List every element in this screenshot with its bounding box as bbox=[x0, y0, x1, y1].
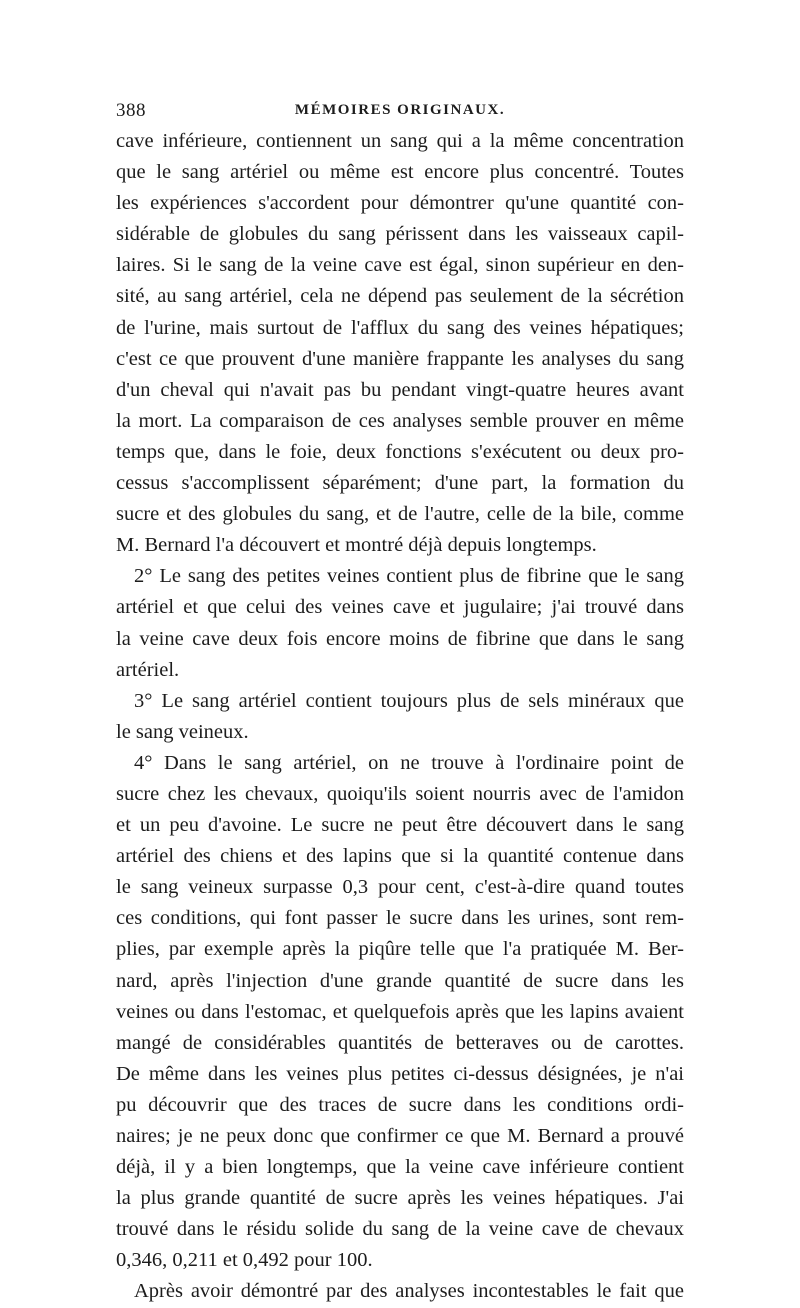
text-line: cave inférieure, contiennent un sang qui a la même concentration bbox=[116, 130, 684, 152]
text-line: naires; je ne peux donc que confirmer ce que M. Bernard a prouvé bbox=[116, 1125, 684, 1147]
text-line: de l'urine, mais surtout de l'afflux du sang des veines hépatiques; bbox=[116, 316, 684, 339]
text-line: la veine cave deux fois encore moins de fibrine que dans le sang bbox=[116, 627, 684, 650]
text-line: De même dans les veines plus petites ci-dessus désignées, je n'ai bbox=[116, 1062, 684, 1085]
text-line: sucre chez les chevaux, quoiqu'ils soient nourris avec de l'amidon bbox=[116, 782, 684, 805]
text-line: pu découvrir que des traces de sucre dans les conditions ordi- bbox=[116, 1093, 684, 1116]
text-line: artériel et que celui des veines cave et jugulaire; j'ai trouvé dans bbox=[116, 596, 684, 619]
text-line: déjà, il y a bien longtemps, que la veine cave inférieure contient bbox=[116, 1156, 684, 1179]
text-line: que le sang artériel ou même est encore plus concentré. Toutes bbox=[116, 161, 684, 184]
text-line: les expériences s'accordent pour démontrer qu'une quantité con- bbox=[116, 192, 684, 215]
running-title: MÉMOIRES ORIGINAUX. bbox=[294, 102, 506, 118]
text-line: c'est ce que prouvent d'une manière frappante les analyses du sang bbox=[116, 347, 684, 370]
text-line: M. Bernard l'a découvert et montré déjà depuis longtemps. bbox=[116, 534, 597, 557]
text-line: sucre et des globules du sang, et de l'autre, celle de la bile, comme bbox=[116, 503, 684, 526]
text-line: artériel. bbox=[116, 658, 180, 681]
text-line: mangé de considérables quantités de betteraves ou de carottes. bbox=[116, 1031, 684, 1054]
text-line: nard, après l'injection d'une grande quantité de sucre dans les bbox=[116, 969, 684, 992]
page-header bbox=[116, 100, 684, 128]
text-line: cessus s'accomplissent séparément; d'une part, la formation du bbox=[116, 472, 684, 495]
text-line: sité, au sang artériel, cela ne dépend pas seulement de la sécrétion bbox=[116, 285, 684, 308]
text-line: Après avoir démontré par des analyses incontestables le fait que bbox=[134, 1280, 684, 1303]
text-line: veines ou dans l'estomac, et quelquefois après que les lapins avaient bbox=[116, 1000, 684, 1023]
text-line: sidérable de globules du sang périssent dans les vaisseaux capil- bbox=[116, 223, 684, 246]
text-line: ces conditions, qui font passer le sucre dans les urines, sont rem- bbox=[116, 907, 684, 930]
text-line: artériel des chiens et des lapins que si la quantité contenue dans bbox=[116, 845, 684, 868]
text-line: 2° Le sang des petites veines contient plus de fibrine que le sang bbox=[134, 565, 684, 588]
text-line: plies, par exemple après la piqûre telle que l'a pratiquée M. Ber- bbox=[116, 938, 684, 961]
text-line: le sang veineux. bbox=[116, 720, 249, 743]
text-line: le sang veineux surpasse 0,3 pour cent, c'est-à-dire quand toutes bbox=[116, 876, 684, 899]
text-line: 4° Dans le sang artériel, on ne trouve à l'ordinaire point de bbox=[134, 751, 684, 774]
text-line: 3° Le sang artériel contient toujours plus de sels minéraux que bbox=[134, 689, 684, 712]
text-line: laires. Si le sang de la veine cave est égal, sinon supérieur en den- bbox=[116, 254, 684, 277]
text-line: trouvé dans le résidu solide du sang de la veine cave de chevaux bbox=[116, 1218, 684, 1241]
body-text bbox=[116, 126, 684, 1308]
text-line: la plus grande quantité de sucre après les veines hépatiques. J'ai bbox=[116, 1187, 684, 1210]
text-line: la mort. La comparaison de ces analyses semble prouver en même bbox=[116, 409, 684, 432]
text-line: et un peu d'avoine. Le sucre ne peut être découvert dans le sang bbox=[116, 814, 684, 837]
text-line: d'un cheval qui n'avait pas bu pendant vingt-quatre heures avant bbox=[116, 378, 684, 401]
text-line: 0,346, 0,211 et 0,492 pour 100. bbox=[116, 1249, 373, 1272]
page-number: 388 bbox=[116, 100, 146, 121]
text-line: temps que, dans le foie, deux fonctions s'exécutent ou deux pro- bbox=[116, 440, 684, 463]
